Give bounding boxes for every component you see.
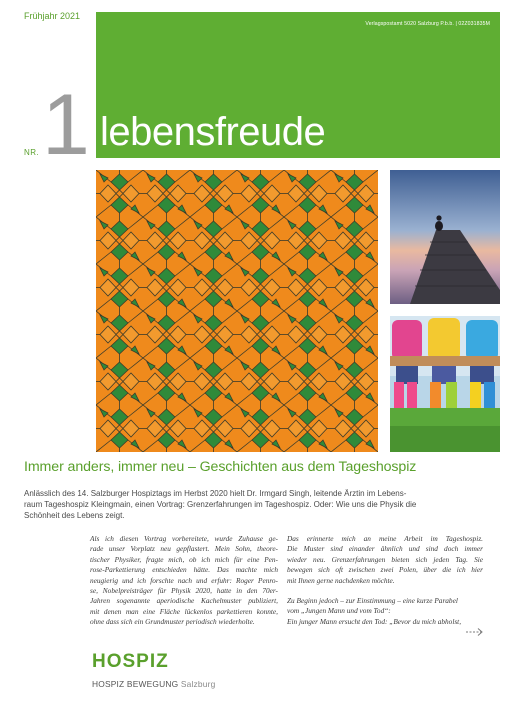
article-column-1 [90, 534, 278, 628]
season-label: Frühjahr 2021 [24, 11, 81, 21]
text-line: Ein junger Mann ersucht den Tod: „Bevor du mich abholst, [287, 616, 462, 626]
org-name: HOSPIZ BEWEGUNG [92, 679, 179, 689]
postal-note: Verlagspostamt 5020 Salzburg P.b.b. | 02Z031835M [365, 21, 490, 27]
text-line: se, Nobelpreisträger für Physik 2020, hatte in den 70er- [90, 586, 278, 596]
rain-boots-photo [390, 316, 500, 452]
text-line: ohne dass sich ein Grundmuster periodisch wiederholte. [90, 617, 255, 627]
text-line: Die Muster sind einander ähnlich und sind doch immer [287, 544, 483, 554]
article-headline: Immer anders, immer neu – Geschichten aus dem Tageshospiz [24, 459, 417, 475]
text-line: rose-Parkettierung entschieden hätte. Das machte mich [90, 565, 278, 575]
intro-line: raum Tageshospiz Kleingmain, einen Vortrag: Grenzerfahrungen im Tageshospiz. Oder: Wie uns die Physik die [24, 499, 417, 509]
continue-arrow-icon[interactable] [466, 624, 486, 642]
issue-number: 1 [42, 77, 90, 173]
text-line: mit denen man eine Fläche lückenlos parkettieren konnte, [90, 606, 278, 616]
text-line: mit Ihnen gerne nachdenken möchte. [287, 575, 395, 585]
text-line: neugierig und ich forschte nach und erfuhr: Roger Penro- [90, 575, 278, 585]
text-line: Als ich diesen Vortrag vorbereitete, wurde Zuhause ge- [90, 534, 278, 543]
text-line: tischer Physiker, fragte mich, ob ich mich für eine Pen- [90, 554, 278, 564]
text-line: Zu Beginn jedoch – zur Einstimmung – eine kurze Parabel [287, 596, 458, 606]
article-intro [24, 489, 486, 521]
magazine-title: lebensfreude [100, 110, 326, 154]
hospiz-logo: HOSPIZ [92, 651, 169, 672]
text-line: vom „Jungen Mann und vom Tod“: [287, 606, 391, 616]
text-line: rade unser Vorplatz neu gepflastert. Mein Sohn, theore- [90, 544, 278, 554]
text-line: wieder neu. Grenzerfahrungen bieten sich jeden Tag. Sie [287, 554, 483, 564]
issue-prefix: NR. [24, 148, 40, 157]
pier-sunset-photo [390, 170, 500, 304]
article-column-2 [287, 534, 483, 637]
text-line: Das erinnerte mich an meine Arbeit im Tageshospiz. [287, 534, 483, 543]
penrose-tiling-image [96, 170, 378, 452]
org-city: Salzburg [180, 679, 216, 689]
text-line: Jahren sogenannte aperiodische Kachelmuster publiziert, [90, 596, 278, 606]
intro-line: Schönheit des Lebens zeigt. [24, 510, 125, 520]
text-line: bewegen sich oft zwischen zwei Polen, über die ich hier [287, 565, 483, 575]
intro-line: Anlässlich des 14. Salzburger Hospiztags im Herbst 2020 hielt Dr. Irmgard Singh, leitende Ärztin im Lebens- [24, 489, 407, 498]
organization-name [92, 679, 215, 689]
